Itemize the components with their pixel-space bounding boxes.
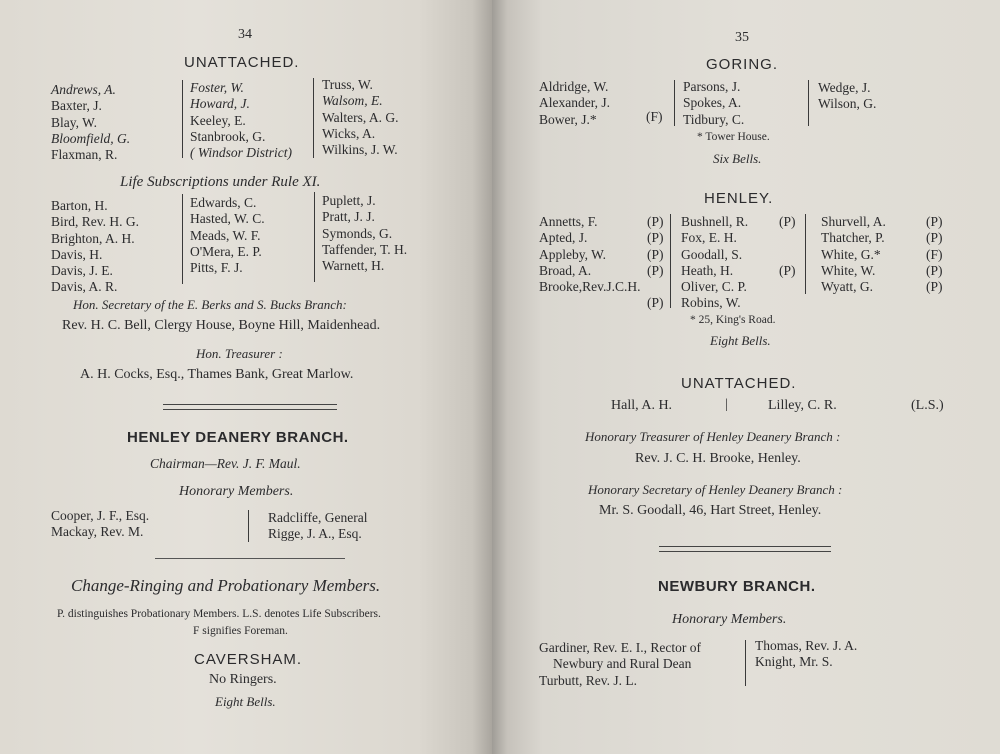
list-item: Bushnell, R. [681,214,749,229]
list-item: Turbutt, Rev. J. L. [539,672,638,688]
section-heading-henley: HENLEY. [704,190,774,207]
life-subscriptions-heading: Life Subscriptions under Rule XI. [120,174,321,190]
henley-col-1 [539,214,641,295]
status-tag: (P) [926,230,943,246]
secretary-value: Mr. S. Goodall, 46, Hart Street, Henley. [599,503,822,518]
status-tag: (P) [647,246,664,262]
list-item: Baxter, J. [51,98,102,114]
henley-col-3-tags [926,214,943,295]
column-divider [805,214,806,294]
status-tag: (P) [647,295,664,311]
list-item: Thomas, Rev. J. A. [755,638,858,653]
list-item: Appleby, W. [539,246,606,262]
list-item: Annetts, F. [539,214,598,229]
column-divider [670,214,671,308]
status-tag [647,279,664,295]
treasurer-label: Honorary Treasurer of Henley Deanery Branch : [585,429,841,444]
page-number: 35 [735,30,749,45]
list-item: White, G.* [821,246,881,262]
column-divider [182,194,183,284]
section-heading-caversham: CAVERSHAM. [194,651,303,668]
column-divider [248,510,249,542]
status-tag: (P) [647,214,664,229]
life-subscriber-tag: (L.S.) [911,398,944,413]
goring-col-2 [683,79,744,128]
list-item: Goodall, S. [681,246,743,262]
unattached-col-3 [322,77,399,158]
list-item: Andrews, A. [51,82,116,97]
list-item: Stanbrook, G. [190,128,266,144]
list-item: Apted, J. [539,230,588,246]
section-heading-unattached: UNATTACHED. [184,54,300,71]
list-item: Puplett, J. [322,193,376,208]
unattached-col-1 [51,82,130,163]
list-item: Wedge, J. [818,80,871,95]
unattached-col-2 [190,80,292,161]
list-item: Spokes, A. [683,95,742,111]
list-item: Tidbury, C. [683,111,745,127]
goring-col-3 [818,80,876,113]
list-item: Bower, J.* [539,111,597,127]
list-item: Robins, W. [681,295,741,311]
column-divider [313,78,314,158]
status-tag: (P) [779,262,796,278]
hon-secretary-value: Rev. H. C. Bell, Clergy House, Boyne Hill, Maidenhead. [62,318,381,333]
chairman-line: Chairman—Rev. J. F. Maul. [150,456,301,471]
caversham-bells: Eight Bells. [215,694,276,709]
unattached-name: Lilley, C. R. [768,398,837,413]
left-page [0,0,492,754]
foreman-note: F signifies Foreman. [193,625,288,637]
list-item: Wilson, G. [818,96,877,112]
list-item: Howard, J. [190,96,250,112]
treasurer-value: Rev. J. C. H. Brooke, Henley. [635,451,801,466]
honorary-members-heading: Honorary Members. [179,484,294,499]
life-col-2 [190,195,265,276]
legend-note: P. distinguishes Probationary Members. L.S. denotes Life Subscribers. [57,608,381,620]
henley-note: * 25, King's Road. [690,314,776,326]
list-item: Parsons, J. [683,79,741,94]
section-heading-newbury: NEWBURY BRANCH. [658,578,816,595]
list-item: Newbury and Rural Dean [553,656,692,672]
list-item: Wilkins, J. W. [322,142,398,158]
status-tag [779,247,796,263]
column-divider [745,640,746,686]
list-item: Edwards, C. [190,195,257,210]
list-item: Hasted, W. C. [190,211,265,227]
list-item: Cooper, J. F., Esq. [51,508,150,523]
unattached-name: Hall, A. H. [611,398,673,413]
list-item: Barton, H. [51,198,108,213]
section-heading-goring: GORING. [706,56,779,73]
right-page [492,0,1000,754]
section-heading-henley-deanery: HENLEY DEANERY BRANCH. [127,429,349,446]
list-item: Rigge, J. A., Esq. [268,526,362,542]
rule [155,558,345,559]
list-item: Truss, W. [322,77,373,92]
status-tag: (P) [926,262,943,278]
henley-col-2 [681,214,748,312]
page-number: 34 [238,27,252,42]
section-heading-unattached: UNATTACHED. [681,375,797,392]
list-item: Aldridge, W. [539,79,609,94]
double-rule [659,546,831,552]
list-item: Broad, A. [539,262,592,278]
list-item: Shurvell, A. [821,214,886,229]
list-item: White, W. [821,262,876,278]
list-item: Radcliffe, General [268,510,368,525]
hon-secretary-label: Hon. Secretary of the E. Berks and S. Bucks Branch: [73,297,347,312]
list-item: Meads, W. F. [190,227,261,243]
status-tag: (P) [647,262,664,278]
goring-bells: Six Bells. [713,151,762,166]
list-item: Bird, Rev. H. G. [51,214,139,230]
caversham-ringers: No Ringers. [209,672,277,687]
list-item: Heath, H. [681,262,734,278]
newbury-col-2 [755,638,857,671]
status-tag: (P) [926,214,943,229]
list-item: Thatcher, P. [821,230,885,246]
column-divider [314,192,315,282]
hon-treasurer-value: A. H. Cocks, Esq., Thames Bank, Great Marlow. [80,367,354,382]
list-item: Brighton, A. H. [51,230,135,246]
list-item: Davis, H. [51,246,103,262]
list-item: O'Mera, E. P. [190,243,262,259]
list-item: Walters, A. G. [322,109,399,125]
list-item: Wicks, A. [322,125,376,141]
double-rule [163,404,337,410]
henley-col-1-tags [647,214,664,312]
status-tag [779,230,796,246]
list-item: Foster, W. [190,80,244,95]
list-item: Davis, J. E. [51,263,113,279]
list-item: Pitts, F. J. [190,260,243,276]
status-tag: (P) [779,214,796,229]
list-item: Mackay, Rev. M. [51,524,144,540]
change-ringing-heading: Change-Ringing and Probationary Members. [71,576,381,595]
list-item: Oliver, C. P. [681,279,747,295]
list-item: Flaxman, R. [51,147,118,163]
column-divider [808,80,809,126]
list-item: ( Windsor District) [190,145,293,161]
henley-col-2-tags [779,214,796,279]
hon-treasurer-label: Hon. Treasurer : [196,346,283,361]
life-col-1 [51,198,139,296]
honorary-members-col-2 [268,510,367,543]
list-item: Wyatt, G. [821,279,874,295]
list-item: Brooke,Rev.J.C.H. [539,279,641,295]
list-item: Gardiner, Rev. E. I., Rector of [539,640,702,655]
list-item: Keeley, E. [190,112,246,128]
separator: | [725,397,728,412]
status-tag: (P) [647,230,664,246]
newbury-col-1 [539,640,701,689]
list-item: Warnett, H. [322,258,385,274]
status-tag: (P) [926,279,943,295]
status-tag: (F) [926,246,943,262]
henley-bells: Eight Bells. [710,333,771,348]
list-item: Symonds, G. [322,225,393,241]
list-item: Knight, Mr. S. [755,654,833,670]
foreman-tag: (F) [646,109,663,124]
column-divider [674,80,675,126]
list-item: Fox, E. H. [681,230,737,246]
list-item: Davis, A. R. [51,279,118,295]
list-item: Taffender, T. H. [322,241,408,257]
henley-col-3 [821,214,886,295]
list-item: Bloomfield, G. [51,130,131,146]
life-col-3 [322,193,407,274]
list-item: Alexander, J. [539,95,611,111]
goring-col-1 [539,79,610,128]
goring-note: * Tower House. [697,131,770,143]
list-item: Walsom, E. [322,93,383,109]
list-item: Blay, W. [51,114,98,130]
list-item: Pratt, J. J. [322,209,375,225]
honorary-members-heading: Honorary Members. [672,612,787,627]
honorary-members-col-1 [51,508,149,541]
column-divider [182,80,183,158]
secretary-label: Honorary Secretary of Henley Deanery Branch : [588,482,843,497]
